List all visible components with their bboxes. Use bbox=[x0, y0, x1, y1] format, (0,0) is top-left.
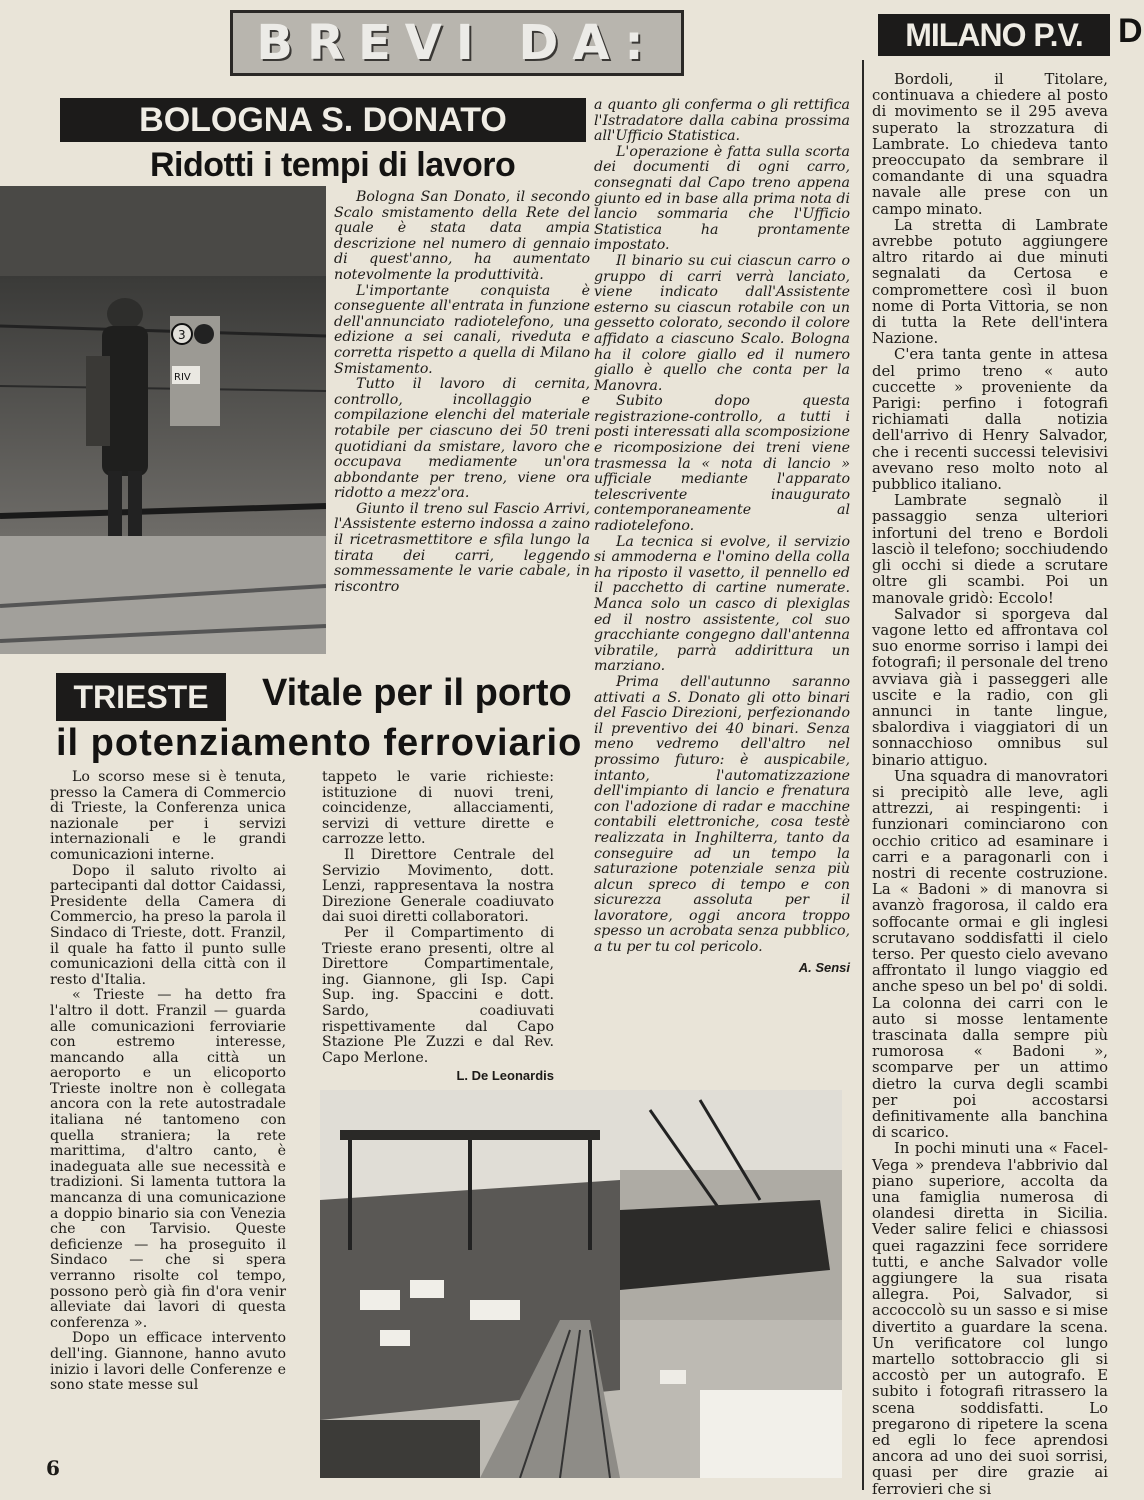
bologna-headline: Ridotti i tempi di lavoro bbox=[150, 146, 516, 184]
bologna-label: BOLOGNA S. DONATO bbox=[60, 98, 586, 142]
milano-column: Bordoli, il Titolare, continuava a chiedere al posto di movimento se il 295 aveva superato la strozzatura di Lambrate. Lo chiedeva tanto preoccupato da sembrare il comandante di una squadra navale alle prese con un campo minato. La stretta di Lambrate avrebbe potuto aggiungere altro ritardo ai due minuti segnalati da Certosa e compromettere così il buon nome di Porta Vittoria, se non di tutta la Rete dell'intera Nazione. C'era tanta gente in attesa del primo treno « auto cuccette » proveniente da Parigi: perfino i fotografi richiamati dalla notizia dell'arrivo di Henry Salvador, che i recenti successi televisivi avevano reso molto noto al pubblico italiano. Lambrate segnalò il passaggio senza ulteriori infortuni del treno e Bordoli lasciò il telefono; socchiudendo gli occhi si diede a scrutare oltre gli scambi. Poi un manovale gridò: Eccolo! Salvador si sporgeva dal vagone letto ed affrontava col suo enorme sorriso i lampi dei fotografi; il personale del treno avviava già i passeggeri alle uscite e la radio, con gli annunci in tante lingue, sbalordiva i viaggiatori di un sonnacchioso omnibus sul binario attiguo. Una squadra di manovratori si precipitò alle leve, agli attrezzi, ai respingenti: i funzionari cominciarono con occhio critico ad esaminare i carri e a paragonarli con i nostri di recente costruzione. La « Badoni » di manovra si avanzò fragorosa, il caldo era soffocante ormai e gli inglesi scrutavano soddisfatti il cielo terso. Per questo cielo avevano affrontato il lungo viaggio ed anche speso un bel po' di soldi. La colonna dei carri con le auto si mosse lentamente trascinata dalla sempre più rumorosa « Badoni », scomparve per un attimo dietro la curva degli scambi per poi accostarsi definitivamente alla banchina di scarico. In pochi minuti una « Facel-Vega » prendeva l'abbrivio dal piano superiore, accolta da una famiglia numerosa di olandesi diretta in Sicilia. Veder salire felici e chiassosi quei ragazzini fece sorridere tutti, e anche Salvador volle aggiungere la sua risata allegra. Poi, Salvador, si accoccolò su un sasso e si mise divertito a guardare la scena. Un verificatore col lungo martello sottobraccio gli si accostò per un autografo. E subito i fotografi ritrassero la scena soddisfatti. Lo pregarono di ripetere la scena ed egli lo fece aprendosi ancora ad uno dei suoi sorrisi, quasi per dire grazie ai ferrovieri che si bbox=[872, 71, 1108, 1498]
train-inspection-photo bbox=[0, 186, 326, 654]
section-banner: BREVI DA: bbox=[230, 10, 684, 76]
bologna-column-1: Bologna San Donato, il secondo Scalo smistamento della Rete del quale è stata data ampia descrizione nel numero di gennaio di quest'anno, ha aumentato notevolmente la produttività. L'importante conquista è conseguente all'entrata in funzione dell'annunciato radiotelefono, una edizione a sei canali, riveduta e corretta rispetto a quella di Milano Smistamento. Tutto il lavoro di cernita, controllo, incollaggio e compilazione elenchi del materiale rotabile per ciascuno dei 50 treni quotidiani da smistare, lavoro che occupava mediamente un'ora abbondante per treno, viene ora ridotto a mezz'ora. Giunto il treno sul Fascio Arrivi, l'Assistente esterno indossa a zaino il ricetrasmettitore e sfila lungo la tirata dei carri, leggendo sommessamente le varie cabale, in riscontro bbox=[334, 189, 590, 595]
trieste-column-1: Lo scorso mese si è tenuta, presso la Camera di Commercio di Trieste, la Conferenza unica nazionale per i servizi internazionali e le grandi comunicazioni interne. Dopo il saluto rivolto ai partecipanti dal dottor Caidassi, Presidente della Camera di Commercio, ha preso la parola il Sindaco di Trieste, dott. Franzil, il quale ha fatto il punto sulle comunicazioni della città con il resto d'Italia. « Trieste — ha detto fra l'altro il dott. Franzil — guarda alle comunicazioni ferroviarie con estremo interesse, mancando alla città un aeroporto e un elicoporto Trieste inoltre non è collegata ancora con la rete autostradale italiana né tantomeno con quella straniera; la rete marittima, d'altro canto, è inadeguata alle sue necessità e tradizioni. Si lamenta tuttora la mancanza di una comunicazione a doppio binario sia con Venezia che con Tarvisio. Queste deficienze — ha proseguito il Sindaco — che si spera verranno risolte col tempo, possono però già fin d'ora venir alleviate dai lavori di questa conferenza ». Dopo un efficace intervento dell'ing. Giannone, hanno avuto inizio i lavori delle Conferenze e sono state messe sul bbox=[50, 769, 286, 1394]
page-number: 6 bbox=[46, 1456, 60, 1480]
trieste-headline-line2: il potenziamento ferroviario bbox=[56, 722, 583, 764]
plate-text: RIV bbox=[174, 372, 191, 383]
milano-label: MILANO P.V. bbox=[878, 14, 1110, 56]
plate-number: 3 bbox=[178, 328, 186, 342]
trieste-column-2: tappeto le varie richieste: istituzione di nuovi treni, coincidenze, allacciamenti, servizi di vetture dirette e carrozze letto. Il Direttore Centrale del Servizio Movimento, dott. Lenzi, rappresentava la nostra Direzione Generale coadiuvato dai suoi diretti collaboratori. Per il Compartimento di Trieste erano presenti, oltre al Direttore Compartimentale, ing. Giannone, gli Isp. Capi Sup. ing. Spaccini e dott. Sardo, coadiuvati rispettivamente dal Capo Stazione Ple Zuzzi e dal Rev. Capo Merlone. L. De Leonardis bbox=[322, 769, 554, 1084]
trieste-headline-line1: Vitale per il porto bbox=[262, 672, 572, 714]
port-photo bbox=[320, 1090, 842, 1478]
trieste-signature: L. De Leonardis bbox=[456, 1068, 554, 1084]
cut-letter: D bbox=[1118, 12, 1143, 50]
trieste-label: TRIESTE bbox=[56, 673, 226, 721]
column-divider bbox=[862, 60, 864, 1490]
bologna-signature: A. Sensi bbox=[798, 959, 850, 975]
bologna-column-2: a quanto gli conferma o gli rettifica l'Istradatore dalla cabina prossima all'Ufficio Statistica. L'operazione è fatta sulla scorta dei documenti di ogni carro, consegnati dal Capo treno appena giunto ed in base alla prima nota di lancio sommaria che l'Ufficio Statistica ha prontamente impostato. Il binario su cui ciascun carro o gruppo di carri verrà lanciato, viene indicato dall'Assistente esterno su ciascun rotabile con un gessetto colorato, secondo il colore affidato a ciascuno Scalo. Bologna ha il colore giallo ed il numero giallo è quello che conta per la Manovra. Subito dopo questa registrazione-controllo, a tutti i posti interessati alla scomposizione e ricomposizione dei treni viene trasmessa la « nota di lancio » ufficiale mediante l'apparato telescrivente inaugurato contemporaneamente al radiotelefono. La tecnica si evolve, il servizio si ammoderna e l'omino della colla ha riposto il vasetto, il pennello ed il pacchetto di cartine numerate. Manca solo un casco di plexiglas ed il nostro assistente, col suo gracchiante congegno dall'antenna vibratile, parrà addirittura un marziano. Prima dell'autunno saranno attivati a S. Donato gli otto binari del Fascio Direzioni, perfezionando il preventivo dei 40 binari. Senza meno vedremo dell'altro nel prossimo futuro: è auspicabile, intanto, l'automatizzazione dell'impianto di lancio e frenatura con l'adozione di radar e macchine contabili elettroniche, cosa testè realizzata in Inghilterra, tanto da conseguire ad un tempo la saturazione potenziale senza più alcun spreco di tempo e con sicurezza assoluta per il lavoratore, oggi ancora troppo spesso un acrobata senza pubblico, a tu per tu col pericolo. A. Sensi bbox=[594, 97, 850, 975]
